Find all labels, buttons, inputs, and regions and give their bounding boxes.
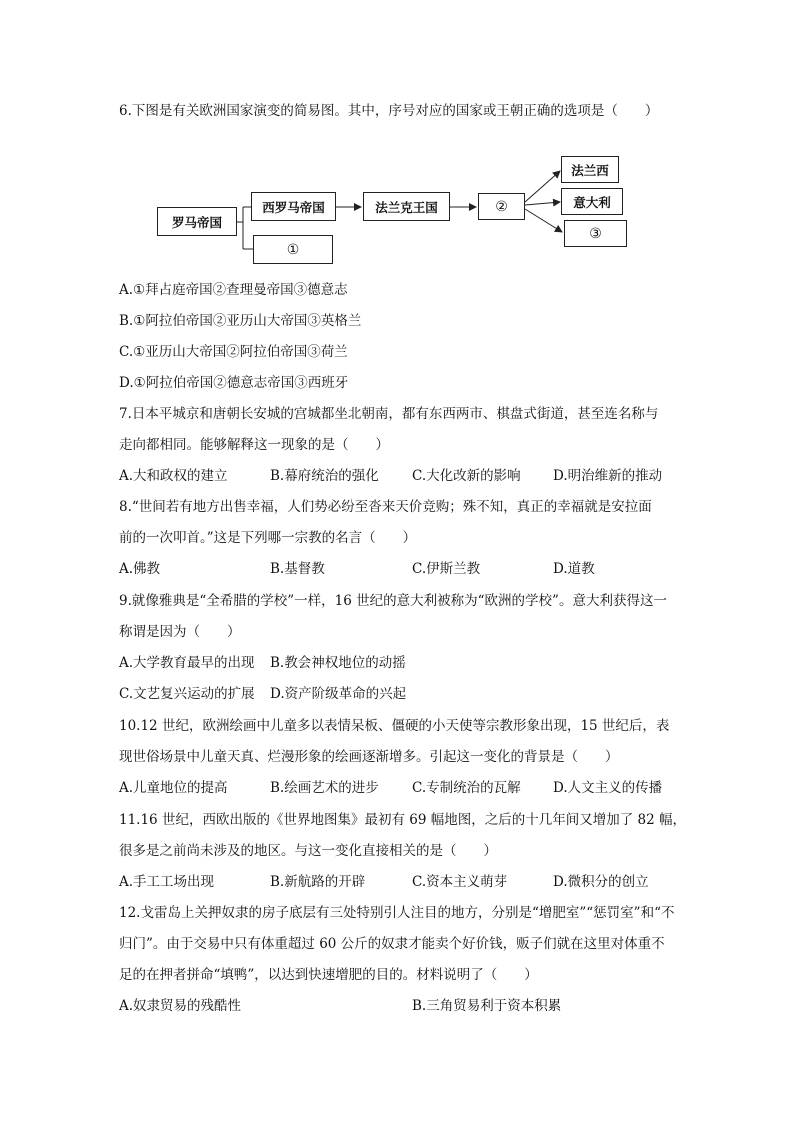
box-italy: 意大利 xyxy=(561,188,623,215)
q12-stem-line-1: 12.戈雷岛上关押奴隶的房子底层有三处特别引人注目的地方，分别是“增肥室”“惩罚室”和“不 xyxy=(119,905,675,921)
q11-stem-line-2: 很多是之前尚未涉及的地区。与这一变化直接相关的是（ ） xyxy=(119,843,497,859)
q11-option-c: C.资本主义萌芽 xyxy=(412,874,508,890)
q8-option-c: C.伊斯兰教 xyxy=(412,561,481,577)
q10-option-b: B.绘画艺术的进步 xyxy=(270,780,379,796)
q9-option-a: A.大学教育最早的出现 xyxy=(119,655,255,671)
q12-option-b: B.三角贸易利于资本积累 xyxy=(412,998,562,1014)
q10-option-a: A.儿童地位的提高 xyxy=(119,780,228,796)
q9-stem-line-1: 9.就像雅典是“全希腊的学校”一样，16 世纪的意大利被称为“欧洲的学校”。意大利获得这一 xyxy=(119,593,667,609)
q10-option-d: D.人文主义的传播 xyxy=(553,780,663,796)
q9-option-b: B.教会神权地位的动摇 xyxy=(270,655,406,671)
box-western-roman-empire: 西罗马帝国 xyxy=(251,192,336,221)
q11-option-b: B.新航路的开辟 xyxy=(270,874,366,890)
q8-option-d: D.道教 xyxy=(553,561,595,577)
q6-option-d: D.①阿拉伯帝国②德意志帝国③西班牙 xyxy=(119,375,349,391)
q9-option-c: C.文艺复兴运动的扩展 xyxy=(119,686,255,702)
q7-option-c: C.大化改新的影响 xyxy=(412,468,521,484)
q8-stem-line-2: 前的一次叩首。”这是下列哪一宗教的名言（ ） xyxy=(119,530,417,546)
q10-stem-line-2: 现世俗场景中儿童天真、烂漫形象的绘画逐渐增多。引起这一变化的背景是（ ） xyxy=(119,749,619,765)
q6-stem: 6.下图是有关欧洲国家演变的简易图。其中，序号对应的国家或王朝正确的选项是（ ） xyxy=(119,103,659,119)
q10-option-c: C.专制统治的瓦解 xyxy=(412,780,521,796)
box-roman-empire: 罗马帝国 xyxy=(157,207,237,236)
q7-option-b: B.幕府统治的强化 xyxy=(270,468,379,484)
box-france: 法兰西 xyxy=(561,156,619,183)
diagram-connectors xyxy=(0,0,794,300)
q9-stem-line-2: 称谓是因为（ ） xyxy=(119,624,241,640)
q7-option-a: A.大和政权的建立 xyxy=(119,468,228,484)
q7-stem-line-2: 走向都相同。能够解释这一现象的是（ ） xyxy=(119,437,389,453)
box-number-2: ② xyxy=(478,193,525,220)
q8-stem-line-1: 8.“世间若有地方出售幸福，人们势必纷至沓来天价竞购；殊不知，真正的幸福就是安拉面 xyxy=(119,499,652,515)
box-number-3: ③ xyxy=(564,220,627,247)
q8-option-b: B.基督教 xyxy=(270,561,325,577)
q11-option-d: D.微积分的创立 xyxy=(553,874,649,890)
q11-option-a: A.手工工场出现 xyxy=(119,874,215,890)
q12-stem-line-2: 归门”。由于交易中只有体重超过 60 公斤的奴隶才能卖个好价钱，贩子们就在这里对体重不 xyxy=(119,936,665,952)
q8-option-a: A.佛教 xyxy=(119,561,161,577)
q6-option-b: B.①阿拉伯帝国②亚历山大帝国③英格兰 xyxy=(119,313,362,329)
q7-option-d: D.明治维新的推动 xyxy=(553,468,663,484)
q12-stem-line-3: 足的在押者拼命“填鸭”，以达到快速增肥的目的。材料说明了（ ） xyxy=(119,967,538,983)
q12-option-a: A.奴隶贸易的残酷性 xyxy=(119,998,242,1014)
q9-option-d: D.资产阶级革命的兴起 xyxy=(270,686,407,702)
q10-stem-line-1: 10.12 世纪，欧洲绘画中儿童多以表情呆板、僵硬的小天使等宗教形象出现，15 世纪后，表 xyxy=(119,718,670,734)
q11-stem-line-1: 11.16 世纪，西欧出版的《世界地图集》最初有 69 幅地图，之后的十几年间又增加了 82 幅， xyxy=(119,812,686,828)
box-number-1: ① xyxy=(253,235,333,264)
box-frankish-kingdom: 法兰克王国 xyxy=(363,192,450,221)
q6-option-c: C.①亚历山大帝国②阿拉伯帝国③荷兰 xyxy=(119,344,348,360)
q7-stem-line-1: 7.日本平城京和唐朝长安城的宫城都坐北朝南，都有东西两市、棋盘式街道，甚至连名称与 xyxy=(119,406,659,422)
q6-option-a: A.①拜占庭帝国②查理曼帝国③德意志 xyxy=(119,282,348,298)
